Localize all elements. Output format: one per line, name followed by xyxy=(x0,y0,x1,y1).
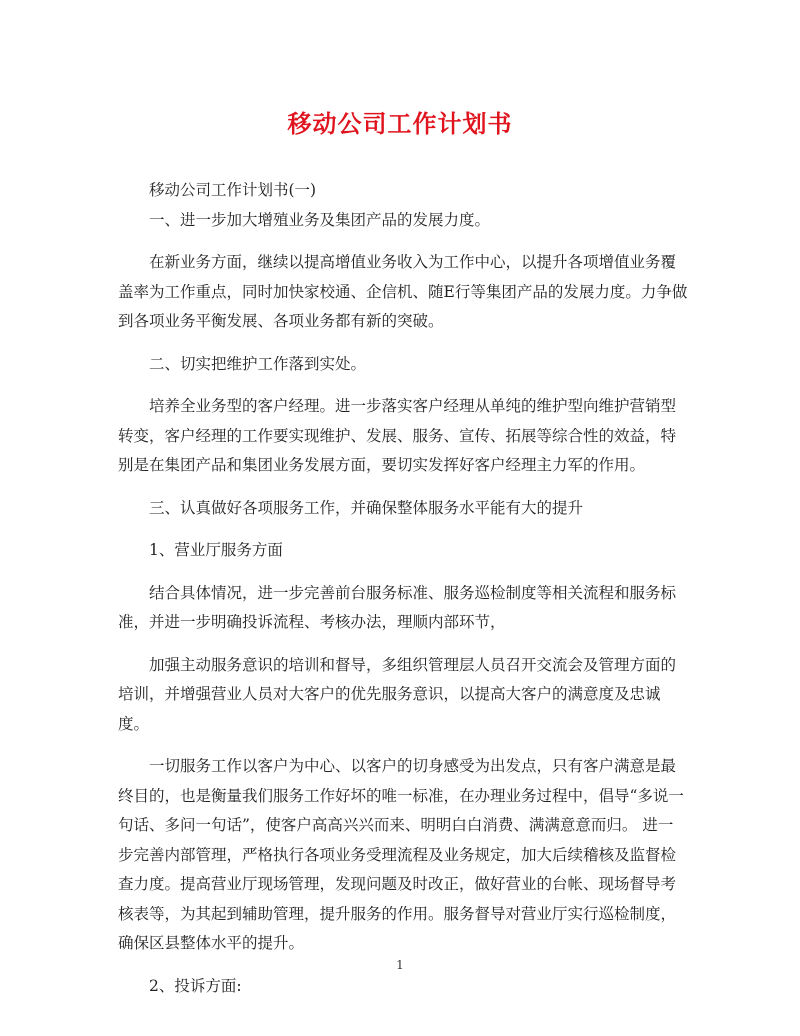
document-body xyxy=(118,176,688,1001)
paragraph-subsection-1-heading: 1、营业厅服务方面 xyxy=(149,541,283,559)
paragraph-subtitle: 移动公司工作计划书(一) xyxy=(149,181,317,199)
paragraph-subsection-2-heading: 2、投诉方面: xyxy=(149,976,242,995)
paragraph-section-2-body: 培养全业务型的客户经理。进一步落实客户经理从单纯的维护型向维护营销型转变，客户经理的工作要实现维护、发展、服务、宣传、拓展等综合性的效益，特别是在集团产品和集团业务发展方面，要切实发挥好客户经理主力军的作用。 xyxy=(118,397,677,474)
paragraph-subsection-1-body-a: 结合具体情况，进一步完善前台服务标准、服务巡检制度等相关流程和服务标准，并进一步明确投诉流程、考核办法，理顺内部环节， xyxy=(118,583,677,631)
paragraph-section-1-heading: 一、进一步加大增殖业务及集团产品的发展力度。 xyxy=(149,210,491,229)
paragraph-section-2-heading: 二、切实把维护工作落到实处。 xyxy=(149,354,367,373)
paragraph-subsection-1-body-b: 加强主动服务意识的培训和督导，多组织管理层人员召开交流会及管理方面的培训，并增强营业人员对大客户的优先服务意识，以提高大客户的满意度及忠诚度。 xyxy=(118,655,677,733)
document-title: 移动公司工作计划书 xyxy=(287,109,513,138)
paragraph-subsection-1-body-c: 一切服务工作以客户为中心、以客户的切身感受为出发点，只有客户满意是最终目的，也是衡量我们服务工作好坏的唯一标准，在办理业务过程中，倡导“多说一句话、多问一句话”，使客户高高兴兴而来、明明白白消费、满满意意而归。 进一步完善内部管理，严格执行各项业务受理流程及业务规定，加大后续稽核及监督检查力度。提高营业厅现场管理，发现问题及时改正，做好营业的台帐、现场督导考核表等，为其起到辅助管理，提升服务的作用。服务督导对营业厅实行巡检制度，确保区县整体水平的提升。 xyxy=(118,757,684,952)
page-number: 1 xyxy=(396,958,404,972)
paragraph-section-3-heading: 三、认真做好各项服务工作，并确保整体服务水平能有大的提升 xyxy=(149,498,584,517)
paragraph-section-1-body: 在新业务方面，继续以提高增值业务收入为工作中心，以提升各项增值业务覆盖率为工作重点，同时加快家校通、企信机、随E行等集团产品的发展力度。力争做到各项业务平衡发展、各项业务都有新的突破。 xyxy=(118,253,688,330)
